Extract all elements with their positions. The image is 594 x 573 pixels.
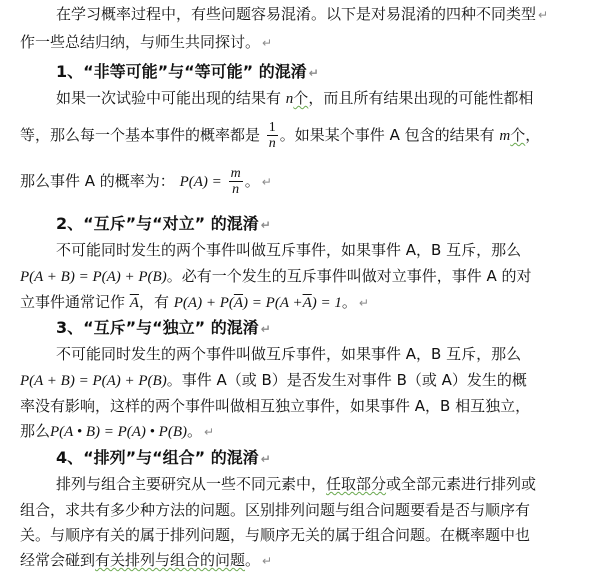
heading-text: 2、“互斥”与“对立” 的混淆 xyxy=(56,214,259,233)
heading-text: 1、“非等可能”与“等可能” 的混淆 xyxy=(56,62,307,81)
text: ， xyxy=(525,126,541,144)
section-1-line-1 xyxy=(56,88,533,109)
text: 在学习概率过程中，有些问题容易混淆。以下是对易混淆的四种不同类型 xyxy=(56,5,537,23)
math-a-bar: $\overline{A}$ xyxy=(233,295,244,311)
math-formula: P(A + B) = P(A) + P(B) xyxy=(20,373,167,389)
section-4-line-3 xyxy=(20,525,530,545)
section-4-heading xyxy=(56,448,271,469)
paragraph-mark-icon: ↵ xyxy=(358,296,369,310)
math-formula xyxy=(174,295,342,311)
section-3-line-4 xyxy=(20,421,214,442)
text: 个 xyxy=(510,126,526,144)
text: 。 xyxy=(244,172,260,190)
text: 。 xyxy=(245,551,261,569)
text: 等，那么每一个基本事件的概率都是 xyxy=(20,126,261,144)
math-a-bar: $\overline{A}$ xyxy=(129,295,139,311)
intro-line-1 xyxy=(56,4,548,25)
text: 个 xyxy=(293,89,309,107)
paragraph-mark-icon: ↵ xyxy=(260,322,271,336)
fraction-denominator: n xyxy=(232,182,240,197)
section-1-heading xyxy=(56,62,319,83)
fraction-m-over-n xyxy=(229,166,243,197)
text: 那么事件 A 的概率为： xyxy=(20,172,175,190)
math-formula: P(A) = xyxy=(179,174,222,190)
paragraph-mark-icon: ↵ xyxy=(261,175,272,189)
section-4-line-1 xyxy=(56,474,536,494)
math-formula: P(A • B) = P(A) • P(B) xyxy=(50,424,187,440)
text: 组合，求共有多少种方法的问题。区别排列问题与组合问题要看是否与顺序有 xyxy=(20,501,531,519)
math-formula: P(A + B) = P(A) + P(B) xyxy=(20,269,167,285)
paragraph-mark-icon: ↵ xyxy=(260,452,271,466)
fraction-numerator: 1 xyxy=(268,120,276,135)
fraction-numerator: m xyxy=(230,166,241,181)
paragraph-mark-icon: ↵ xyxy=(262,36,273,50)
text: 。 xyxy=(341,293,357,311)
text: ，有 xyxy=(138,293,169,311)
section-3-line-1 xyxy=(56,344,521,364)
section-3-line-3 xyxy=(20,396,530,416)
section-2-line-3 xyxy=(20,292,369,313)
text: 那么 xyxy=(20,422,51,440)
section-4-line-4 xyxy=(20,550,272,571)
text: 立事件通常记作 xyxy=(20,293,126,311)
text: 经常会碰到 xyxy=(20,551,96,569)
heading-text: 4、“排列”与“组合” 的混淆 xyxy=(56,448,259,467)
section-3-line-2 xyxy=(20,370,527,391)
text: 如果一次试验中可能出现的结果有 xyxy=(56,89,282,107)
section-2-line-2 xyxy=(20,266,532,287)
math-a-bar: $\overline{A}$ xyxy=(302,295,312,311)
section-4-line-2 xyxy=(20,500,530,520)
math-var-m: m xyxy=(499,128,511,144)
paragraph-mark-icon: ↵ xyxy=(260,218,271,232)
text: 排列与组合主要研究从一些不同元素中， xyxy=(56,475,327,493)
text: 有关排列与组合的问题 xyxy=(95,551,246,569)
section-1-line-3 xyxy=(20,162,272,200)
text: 。如果某个事件 A 包含的结果有 xyxy=(279,126,495,144)
section-2-heading xyxy=(56,214,271,235)
text: 关。与顺序有关的属于排列问题，与顺序无关的属于组合问题。在概率题中也 xyxy=(20,526,531,544)
math-var-n: n xyxy=(285,91,294,107)
text: 任取部分 xyxy=(326,475,387,493)
paragraph-mark-icon: ↵ xyxy=(308,66,319,80)
paragraph-mark-icon: ↵ xyxy=(204,425,215,439)
fraction-1-over-n xyxy=(267,120,278,151)
text: 作一些总结归纳，与师生共同探讨。 xyxy=(20,33,261,51)
section-1-line-2 xyxy=(20,117,540,153)
text: 。事件 A（或 B）是否发生对事件 B（或 A）发生的概 xyxy=(166,371,527,389)
section-3-heading xyxy=(56,318,271,339)
intro-line-2 xyxy=(20,32,272,53)
heading-text: 3、“互斥”与“独立” 的混淆 xyxy=(56,318,259,337)
text: 。必有一个发生的互斥事件叫做对立事件，事件 A 的对 xyxy=(166,267,532,285)
text: 不可能同时发生的两个事件叫做互斥事件，如果事件 A，B 互斥，那么 xyxy=(56,345,522,363)
paragraph-mark-icon: ↵ xyxy=(538,8,549,22)
math-part: ) = P(A + xyxy=(243,295,303,311)
math-part: ) = 1 xyxy=(311,295,342,311)
fraction-denominator: n xyxy=(268,136,276,151)
text: 率没有影响，这样的两个事件叫做相互独立事件，如果事件 A，B 相互独立， xyxy=(20,397,531,415)
section-2-line-1 xyxy=(56,240,521,260)
paragraph-mark-icon: ↵ xyxy=(262,554,273,568)
math-part: P(A) + P( xyxy=(173,295,234,311)
text: ，而且所有结果出现的可能性都相 xyxy=(308,89,534,107)
text: 。 xyxy=(186,422,202,440)
text: 不可能同时发生的两个事件叫做互斥事件，如果事件 A，B 互斥，那么 xyxy=(56,241,522,259)
text: 或全部元素进行排列或 xyxy=(386,475,537,493)
